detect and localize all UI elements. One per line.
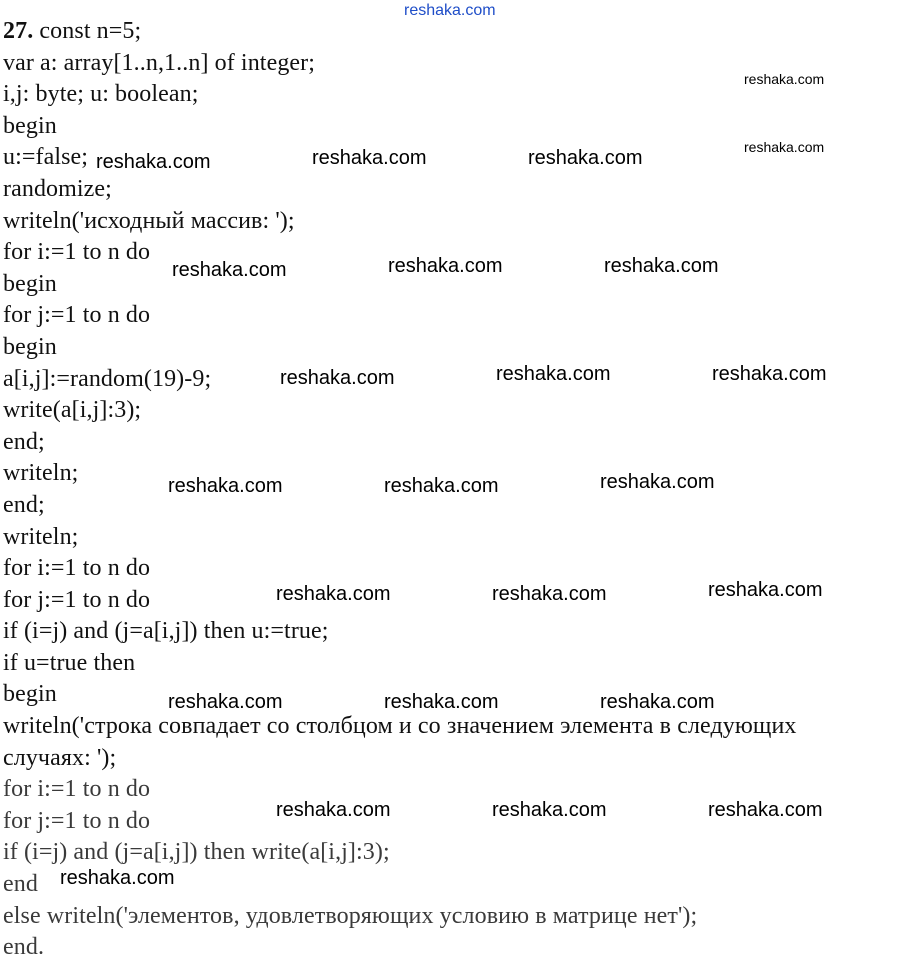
watermark: reshaka.com <box>712 363 827 385</box>
watermark: reshaka.com <box>276 583 391 605</box>
code-line: writeln; <box>3 460 79 487</box>
watermark: reshaka.com <box>60 867 175 889</box>
code-line: writeln; <box>3 523 79 550</box>
watermark: reshaka.com <box>384 691 499 713</box>
code-line: for j:=1 to n do <box>3 807 151 834</box>
watermark: reshaka.com <box>168 475 283 497</box>
watermark: reshaka.com <box>492 583 607 605</box>
code-line: end <box>3 871 38 898</box>
code-line: u:=false; <box>3 144 89 171</box>
code-line: i,j: byte; u: boolean; <box>3 81 199 108</box>
code-line: for i:=1 to n do <box>3 776 151 803</box>
code-line: if u=true then <box>3 649 136 676</box>
watermark: reshaka.com <box>744 139 825 155</box>
watermark: reshaka.com <box>496 363 611 385</box>
watermark: reshaka.com <box>280 367 395 389</box>
code-line: var a: array[1..n,1..n] of integer; <box>3 49 316 76</box>
code-line: begin <box>3 270 57 297</box>
code-line: for j:=1 to n do <box>3 586 151 613</box>
code-line: write(a[i,j]:3); <box>3 397 142 424</box>
code-line: for i:=1 to n do <box>3 239 151 266</box>
watermark: reshaka.com <box>492 799 607 821</box>
watermark: reshaka.com <box>168 691 283 713</box>
code-line: end; <box>3 428 45 455</box>
watermark: reshaka.com <box>600 691 715 713</box>
code-line: a[i,j]:=random(19)-9; <box>3 365 212 392</box>
code-line: begin <box>3 333 57 360</box>
task-number: 27. <box>3 18 34 44</box>
top-watermark: reshaka.com <box>404 2 496 19</box>
code-line: end; <box>3 491 45 518</box>
watermark: reshaka.com <box>604 255 719 277</box>
code-line: begin <box>3 112 57 139</box>
code-line: begin <box>3 681 57 708</box>
code-line: else writeln('элементов, удовлетворяющих условию в матрице нет'); <box>3 902 698 929</box>
watermark: reshaka.com <box>708 799 823 821</box>
watermark: reshaka.com <box>744 71 825 87</box>
watermark: reshaka.com <box>384 475 499 497</box>
code-line: end. <box>3 934 45 961</box>
code-line: случаях: '); <box>3 744 117 771</box>
code-line: for i:=1 to n do <box>3 555 151 582</box>
watermark: reshaka.com <box>708 579 823 601</box>
code-line: 27. const n=5; <box>3 18 142 44</box>
code-line: writeln('строка совпадает со столбцом и со значением элемента в следующих <box>3 713 797 740</box>
watermark: reshaka.com <box>172 259 287 281</box>
code-line: for j:=1 to n do <box>3 302 151 329</box>
watermark: reshaka.com <box>96 151 211 173</box>
watermark: reshaka.com <box>276 799 391 821</box>
code-line: randomize; <box>3 175 112 202</box>
watermark: reshaka.com <box>388 255 503 277</box>
watermark: reshaka.com <box>600 471 715 493</box>
code-line: if (i=j) and (j=a[i,j]) then write(a[i,j]:3); <box>3 839 390 866</box>
watermark: reshaka.com <box>312 147 427 169</box>
watermark: reshaka.com <box>528 147 643 169</box>
code-line: writeln('исходный массив: '); <box>3 207 295 234</box>
code-line: if (i=j) and (j=a[i,j]) then u:=true; <box>3 618 329 645</box>
